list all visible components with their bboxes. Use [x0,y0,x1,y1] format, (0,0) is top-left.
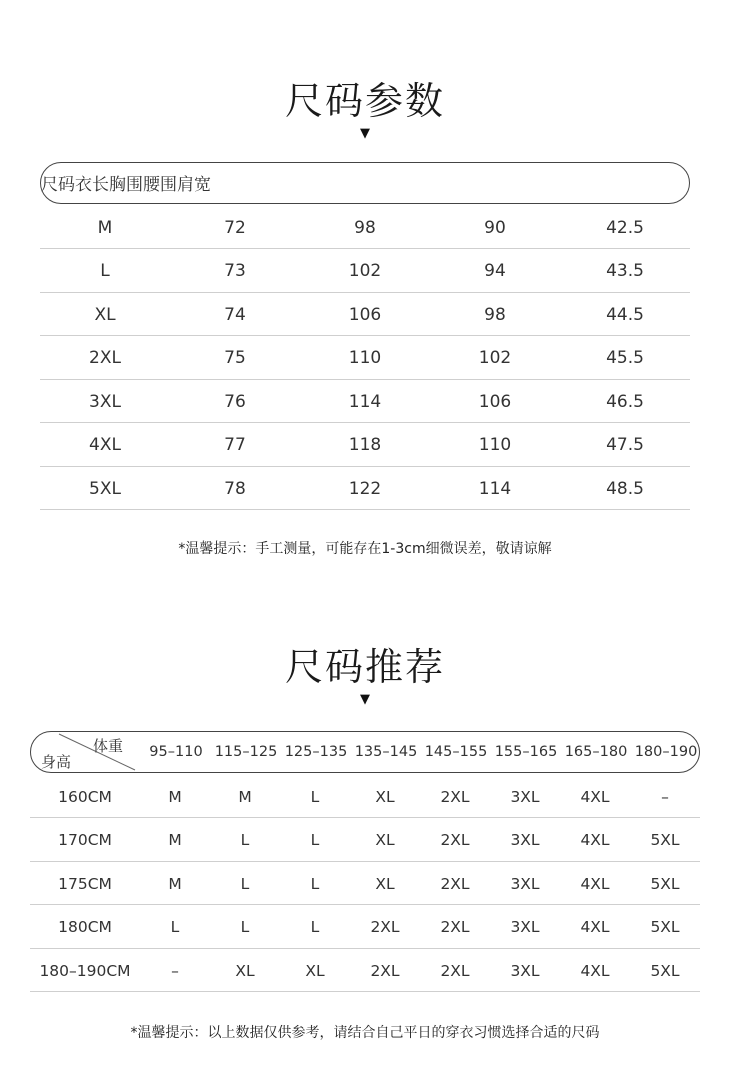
size-cell: 3XL [510,787,540,806]
table-cell: 73 [224,261,246,281]
column-header: 衣长 [75,175,109,195]
table-cell: 114 [478,478,512,499]
table-row [40,337,690,380]
table-cell: 110 [348,348,382,368]
down-arrow-icon: ▼ [360,692,370,707]
height-cell: 175CM [58,874,112,893]
table-cell: 2XL [89,348,121,368]
height-corner-label: 身高 [41,753,72,771]
weight-header: 155–165 [494,743,558,760]
height-cell: 180CM [58,918,112,936]
size-params-note: *温馨提示：手工测量，可能存在1-3cm细微误差，敬请谅解 [178,541,552,557]
table-cell: 122 [348,478,382,499]
weight-header: 165–180 [564,743,628,760]
weight-header: 145–155 [424,743,488,760]
table-cell: M [97,217,113,238]
size-cell: 2XL [440,787,470,806]
table-row [40,467,690,510]
table-cell: 44.5 [606,304,644,325]
table-cell: 74 [224,304,246,325]
size-cell: L [310,874,320,893]
size-cell: 2XL [440,874,470,893]
size-params-header [40,162,690,204]
table-cell: 94 [484,261,506,281]
size-cell: M [238,787,252,806]
size-cell: 2XL [440,831,470,849]
weight-header: 180–190 [634,743,698,760]
table-cell: L [100,261,110,281]
table-row [30,862,700,905]
table-row [40,424,690,467]
size-cell: 4XL [580,961,610,980]
size-cell: XL [375,831,395,849]
row-divider [30,991,700,992]
weight-header: 125–135 [284,743,348,760]
table-row [30,949,700,992]
table-cell: 78 [224,478,246,499]
table-cell: 5XL [89,478,121,499]
column-header: 胸围 [109,175,143,195]
table-row [30,819,700,862]
size-cell: L [310,918,320,936]
table-cell: 106 [348,304,382,325]
table-cell: 114 [348,391,382,412]
size-cell: M [168,831,182,849]
size-cell: XL [305,961,325,980]
weight-header: 135–145 [354,743,418,760]
size-cell: 5XL [650,961,680,980]
table-cell: 75 [224,348,246,368]
size-cell: L [170,918,180,936]
table-cell: 43.5 [606,261,644,281]
table-cell: 77 [224,435,246,455]
size-cell: L [310,831,320,849]
table-row [40,250,690,293]
table-cell: 102 [348,261,382,281]
size-cell: L [240,874,250,893]
size-cell: M [168,787,182,806]
size-cell: 3XL [510,918,540,936]
size-cell: XL [375,787,395,806]
table-cell: 4XL [89,435,121,455]
down-arrow-icon: ▼ [360,126,370,141]
size-cell: – [171,961,179,980]
table-cell: 76 [224,391,246,412]
table-cell: 90 [484,217,506,238]
size-cell: 3XL [510,874,540,893]
height-cell: 160CM [58,787,112,806]
table-cell: 46.5 [606,391,644,412]
size-cell: 3XL [510,961,540,980]
row-divider [40,509,690,510]
weight-header: 115–125 [214,743,278,760]
size-cell: 5XL [650,874,680,893]
size-cell: – [661,787,669,806]
size-cell: L [240,918,250,936]
table-cell: XL [94,304,116,325]
table-row [40,380,690,423]
table-cell: 110 [478,435,512,455]
table-cell: 48.5 [606,478,644,499]
table-cell: 47.5 [606,435,644,455]
size-cell: 2XL [440,918,470,936]
weight-corner-label: 体重 [93,737,124,755]
table-cell: 98 [354,217,376,238]
size-recommend-note: *温馨提示：以上数据仅供参考，请结合自己平日的穿衣习惯选择合适的尺码 [130,1025,600,1041]
size-cell: XL [375,874,395,893]
weight-header: 95–110 [149,743,203,760]
size-cell: 4XL [580,918,610,936]
size-cell: 2XL [370,961,400,980]
size-cell: 3XL [510,831,540,849]
table-row [40,293,690,336]
size-cell: 5XL [650,831,680,849]
column-header: 腰围 [143,175,177,195]
size-cell: L [310,787,320,806]
size-cell: 4XL [580,787,610,806]
table-cell: 3XL [89,391,121,412]
table-row [30,906,700,949]
size-params-title: 尺码参数 [284,79,445,123]
table-cell: 118 [348,435,382,455]
size-recommend-title: 尺码推荐 [284,645,445,689]
height-cell: 170CM [58,831,112,849]
table-row [40,206,690,249]
size-cell: M [168,874,182,893]
size-cell: 2XL [440,961,470,980]
table-row [30,775,700,818]
size-cell: XL [235,961,255,980]
size-recommend-header [30,731,700,773]
table-cell: 102 [478,348,512,368]
size-cell: 4XL [580,874,610,893]
size-cell: 2XL [370,918,400,936]
table-cell: 98 [484,304,506,325]
size-cell: L [240,831,250,849]
table-cell: 42.5 [606,217,644,238]
table-cell: 106 [478,391,512,412]
column-header: 肩宽 [177,175,211,195]
table-cell: 72 [224,217,246,238]
height-cell: 180–190CM [39,961,131,980]
size-cell: 4XL [580,831,610,849]
column-header: 尺码 [41,175,75,195]
size-cell: 5XL [650,918,680,936]
table-cell: 45.5 [606,348,644,368]
